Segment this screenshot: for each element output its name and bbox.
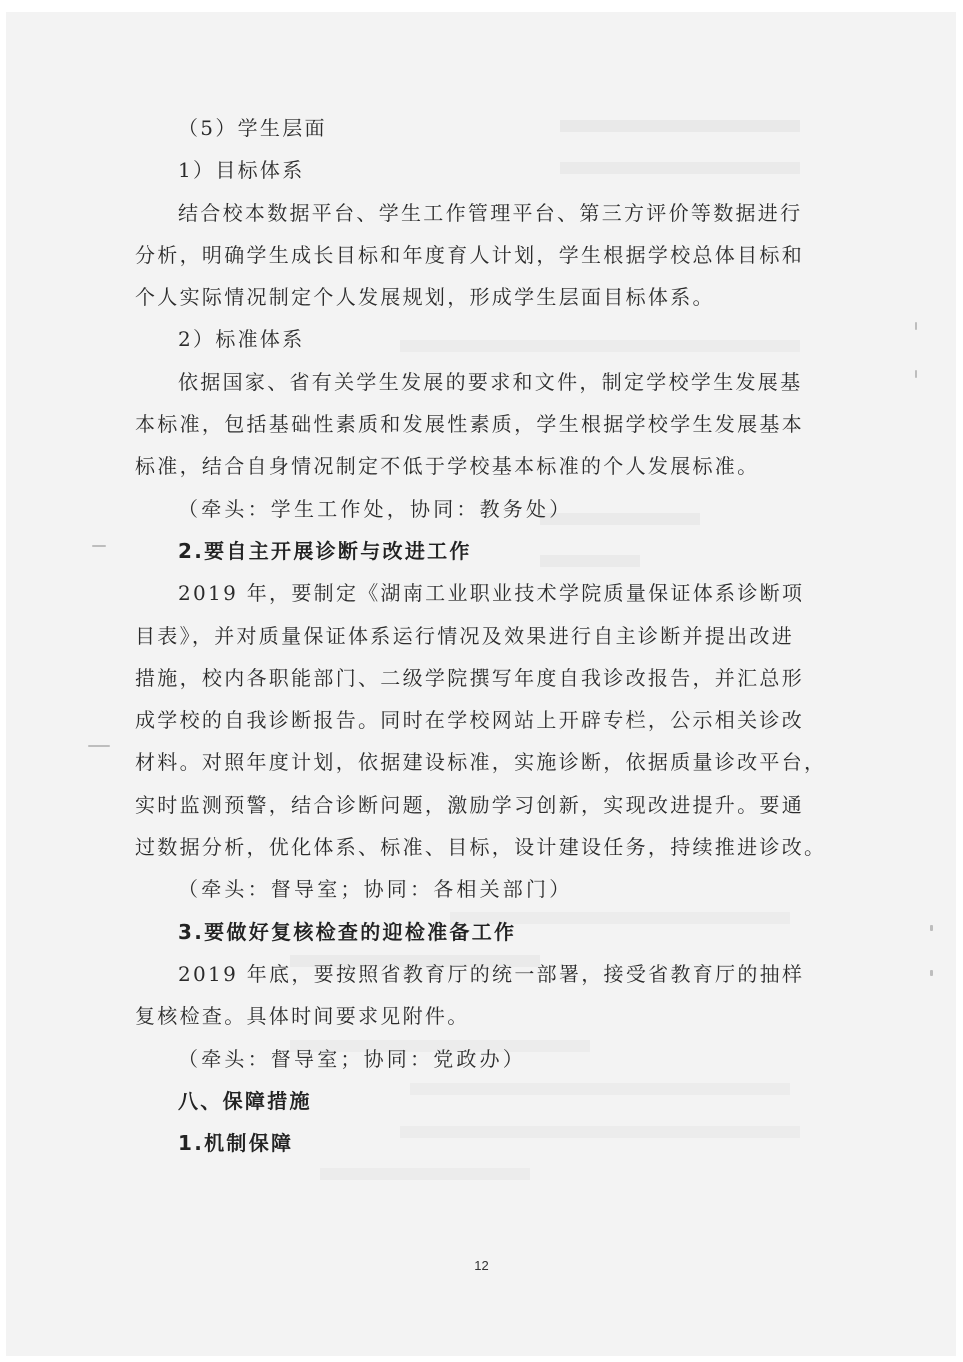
paragraph-line: 2019 年底，要按照省教育厅的统一部署，接受省教育厅的抽样 bbox=[178, 961, 805, 986]
bleed-through-mark bbox=[320, 1168, 530, 1180]
document-body bbox=[135, 107, 827, 1164]
scan-speck bbox=[930, 970, 933, 976]
paragraph-line: 个人实际情况制定个人发展规划，形成学生层面目标体系。 bbox=[135, 285, 715, 310]
subsection-title: （5）学生层面 bbox=[178, 116, 327, 140]
scan-speck bbox=[930, 925, 933, 931]
paragraph-line: 措施，校内各职能部门、二级学院撰写年度自我诊改报告，并汇总形 bbox=[135, 665, 804, 690]
paragraph-line: 复核检查。具体时间要求见附件。 bbox=[135, 1004, 470, 1029]
section-heading: 3.要做好复核检查的迎检准备工作 bbox=[178, 919, 517, 944]
chapter-heading: 八、保障措施 bbox=[178, 1088, 312, 1113]
scan-speck bbox=[915, 322, 917, 330]
paragraph-line: 标准，结合自身情况制定不低于学校基本标准的个人发展标准。 bbox=[135, 454, 760, 479]
scan-speck bbox=[92, 545, 106, 547]
responsibility-note: （牵头：督导室；协同：党政办） bbox=[178, 1046, 526, 1071]
paragraph-line: 实时监测预警，结合诊断问题，激励学习创新，实现改进提升。要通 bbox=[135, 792, 804, 817]
paragraph-line: 2019 年，要制定《湖南工业职业技术学院质量保证体系诊断项 bbox=[178, 581, 805, 606]
scan-speck bbox=[88, 745, 110, 747]
paragraph-line: 本标准，包括基础性素质和发展性素质，学生根据学校学生发展基本 bbox=[135, 412, 804, 437]
paragraph-line: 分析，明确学生成长目标和年度育人计划，学生根据学校总体目标和 bbox=[135, 242, 804, 267]
paragraph-line: 材料。对照年度计划，依据建设标准，实施诊断，依据质量诊改平台， bbox=[135, 750, 827, 775]
responsibility-note: （牵头：学生工作处，协同：教务处） bbox=[178, 496, 573, 521]
paragraph-line: 过数据分析，优化体系、标准、目标，设计建设任务，持续推进诊改。 bbox=[135, 835, 827, 860]
paragraph-line: 目表》，并对质量保证体系运行情况及效果进行自主诊断并提出改进 bbox=[135, 623, 794, 648]
page-number: 12 bbox=[474, 1258, 489, 1273]
subheading: 2）标准体系 bbox=[178, 327, 305, 352]
responsibility-note: （牵头：督导室；协同：各相关部门） bbox=[178, 877, 573, 902]
section-heading: 2.要自主开展诊断与改进工作 bbox=[178, 538, 472, 563]
subheading: 1）目标体系 bbox=[178, 158, 305, 183]
paragraph-line: 结合校本数据平台、学生工作管理平台、第三方评价等数据进行 bbox=[178, 200, 803, 225]
section-heading: 1.机制保障 bbox=[178, 1131, 294, 1156]
paragraph-line: 成学校的自我诊断报告。同时在学校网站上开辟专栏，公示相关诊改 bbox=[135, 708, 804, 733]
scan-speck bbox=[915, 370, 917, 378]
paragraph-line: 依据国家、省有关学生发展的要求和文件，制定学校学生发展基 bbox=[178, 369, 803, 394]
